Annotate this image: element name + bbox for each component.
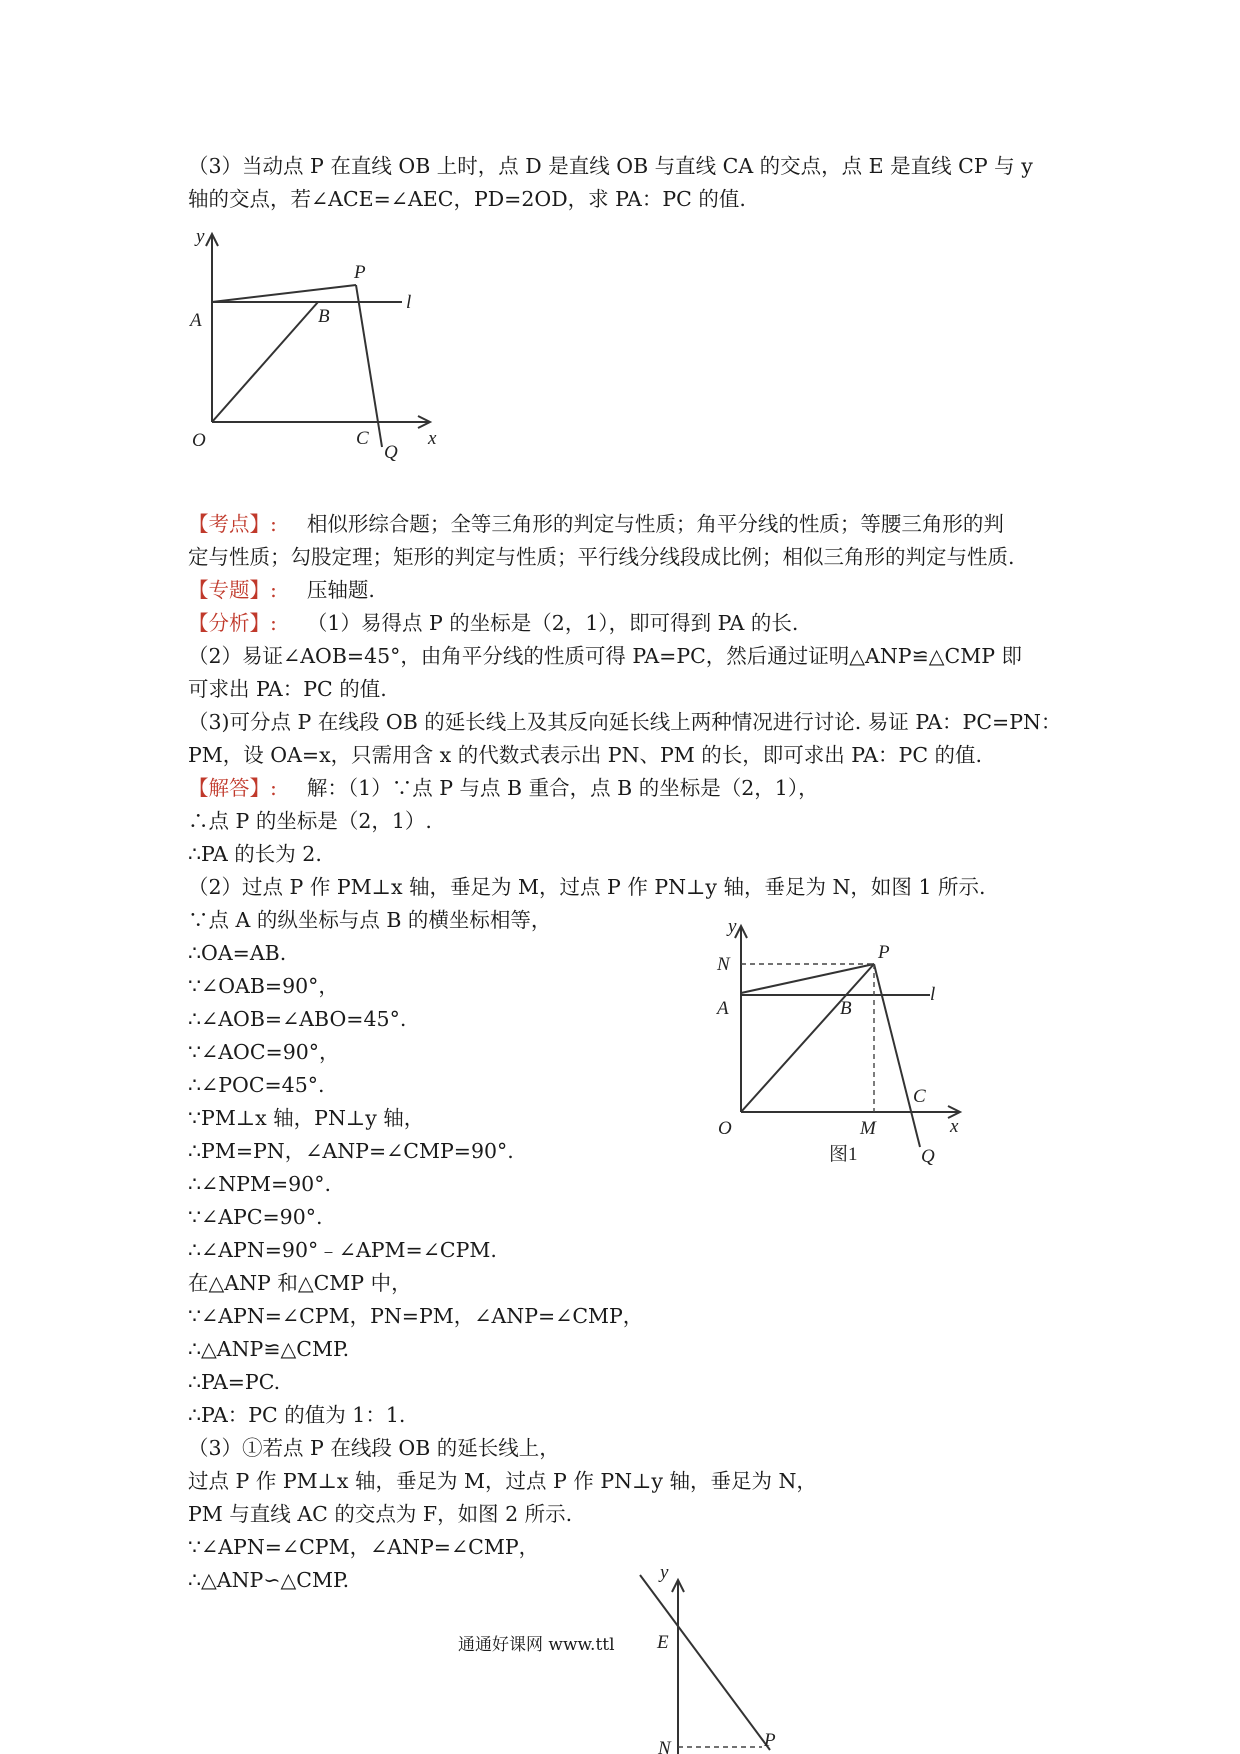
fenxi-text-1: （1）易得点 P 的坐标是（2，1），即可得到 PA 的长. [306,611,799,635]
fenxi-line-2: （2）易证∠AOB=45°，由角平分线的性质可得 PA=PC，然后通过证明△ANP≌△CMP 即 [188,644,1023,668]
fig1-label-O: O [718,1118,732,1139]
fig2-line-EP [640,1575,770,1750]
jieda-line-2: ∴PA 的长为 2. [188,842,322,866]
jieda-line-7: ∴∠AOB=∠ABO=45°. [188,1007,407,1031]
jieda-text-0: 解：（1）∵点 P 与点 B 重合，点 B 的坐标是（2，1）， [306,776,819,800]
fenxi-line-5: PM，设 OA=x，只需用含 x 的代数式表示出 PN、PM 的长，即可求出 PA：PC 的值. [188,743,983,767]
zhuanti-tag: 【专题】: [188,578,277,602]
fig1-segment-OP [741,964,874,1112]
fig1-label-C: C [913,1086,926,1107]
jieda-line-21: 过点 P 作 PM⊥x 轴，垂足为 M，过点 P 作 PN⊥y 轴，垂足为 N， [188,1469,817,1493]
fenxi-line-3: 可求出 PA：PC 的值. [188,677,387,701]
jieda-line-10: ∵PM⊥x 轴，PN⊥y 轴， [188,1106,425,1130]
jieda-line-11: ∴PM=PN，∠ANP=∠CMP=90°. [188,1139,514,1163]
fig1-label-x: x [950,1116,959,1137]
fig1-label-M: M [860,1118,876,1139]
fig1-label-N: N [717,954,730,975]
fig0-label-P: P [354,262,366,283]
fig0-label-Q: Q [384,442,398,463]
fig1-label-B: B [840,998,852,1019]
footer-watermark: 通通好课网 www.ttl [458,1635,615,1655]
kaodian-tag: 【考点】: [188,512,277,536]
fig1-caption: 图1 [829,1144,858,1165]
jieda-line-22: PM 与直线 AC 的交点为 F，如图 2 所示. [188,1502,573,1526]
problem-line-2: 轴的交点，若∠ACE=∠AEC，PD=2OD，求 PA：PC 的值. [188,187,746,211]
fig1-label-A: A [717,998,729,1019]
fig1-label-y: y [728,916,737,937]
fig0-label-A: A [190,310,202,331]
jieda-line-18: ∴PA=PC. [188,1370,281,1394]
fig1-label-Q: Q [921,1146,935,1167]
fig1-segment-AP [741,964,874,993]
fenxi-line-1 [188,611,798,635]
fig1-label-P: P [878,942,890,963]
fig2-label-P: P [764,1730,776,1751]
jieda-tag: 【解答】: [188,776,277,800]
fenxi-line-4: （3)可分点 P 在线段 OB 的延长线上及其反向延长线上两种情况进行讨论. 易证 PA：PC=PN： [188,710,1062,734]
jieda-line-0 [188,776,819,800]
jieda-line-12: ∴∠NPM=90°. [188,1172,331,1196]
fig0-label-O: O [192,430,206,451]
jieda-line-13: ∵∠APC=90°. [188,1205,323,1229]
fig0-label-C: C [356,428,369,449]
segment-AP [212,285,356,302]
jieda-line-24: ∴△ANP∽△CMP. [188,1568,350,1592]
jieda-line-8: ∵∠AOC=90°， [188,1040,340,1064]
kaodian-text-1: 相似形综合题；全等三角形的判定与性质；角平分线的性质；等腰三角形的判 [306,512,1004,536]
jieda-line-1: ∴点 P 的坐标是（2，1）. [188,809,432,833]
jieda-line-20: （3）①若点 P 在线段 OB 的延长线上， [188,1436,560,1460]
fig1-label-l: l [930,984,936,1005]
jieda-line-17: ∴△ANP≌△CMP. [188,1337,350,1361]
jieda-line-9: ∴∠POC=45°. [188,1073,325,1097]
problem-line-1: （3）当动点 P 在直线 OB 上时，点 D 是直线 OB 与直线 CA 的交点，点 E 是直线 CP 与 y [188,154,1033,178]
fig2-label-y: y [660,1562,669,1583]
jieda-line-4: ∵点 A 的纵坐标与点 B 的横坐标相等， [188,908,552,932]
figure0-axes [206,234,430,428]
jieda-line-16: ∵∠APN=∠CPM，PN=PM，∠ANP=∠CMP， [188,1304,644,1328]
kaodian-line-1 [188,512,1004,536]
jieda-line-5: ∴OA=AB. [188,941,287,965]
jieda-line-15: 在△ANP 和△CMP 中， [188,1271,412,1295]
jieda-line-19: ∴PA：PC 的值为 1：1. [188,1403,406,1427]
jieda-line-3: （2）过点 P 作 PM⊥x 轴，垂足为 M，过点 P 作 PN⊥y 轴，垂足为 N，如图 1 所示. [188,875,986,899]
fig0-label-B: B [318,306,330,327]
fig0-label-l: l [406,292,412,313]
fig2-label-N: N [658,1738,671,1754]
figure1-axes [735,926,960,1118]
fenxi-tag: 【分析】: [188,611,277,635]
zhuanti-text: 压轴题. [306,578,375,602]
fig0-label-y: y [196,226,205,247]
segment-OB [212,302,318,422]
jieda-line-14: ∴∠APN=90°﹣∠APM=∠CPM. [188,1238,497,1262]
jieda-line-6: ∵∠OAB=90°， [188,974,339,998]
kaodian-line-2: 定与性质；勾股定理；矩形的判定与性质；平行线分线段成比例；相似三角形的判定与性质. [188,545,1015,569]
zhuanti-line [188,578,375,602]
jieda-line-23: ∵∠APN=∠CPM，∠ANP=∠CMP， [188,1535,540,1559]
fig1-segment-PQ [874,964,920,1147]
fig2-label-E: E [657,1632,669,1653]
fig0-label-x: x [428,428,437,449]
